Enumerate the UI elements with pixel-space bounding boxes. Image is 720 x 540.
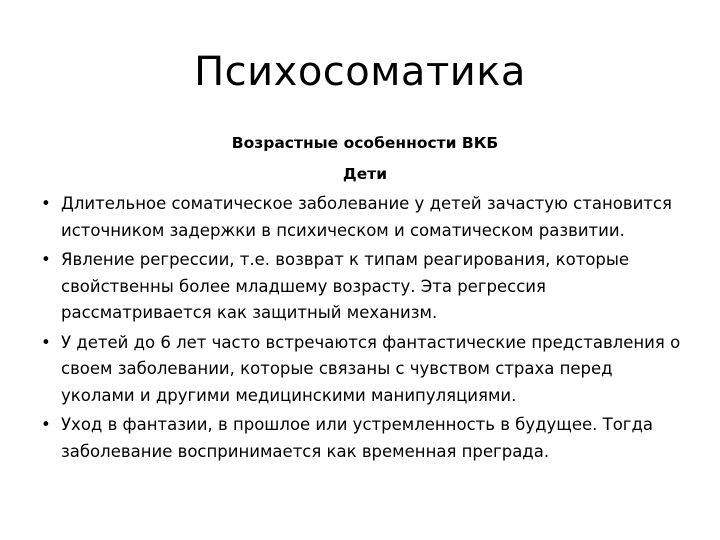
slide-content xyxy=(40,130,690,468)
bullet-icon: • xyxy=(41,415,51,434)
group-label: Дети xyxy=(342,164,388,183)
bullet-icon: • xyxy=(41,250,51,269)
bullet-item xyxy=(40,191,690,244)
bullet-icon: • xyxy=(41,194,51,213)
bullet-text: Явление регрессии, т.е. возврат к типам реагирования, которые свойственны более младшему возрасту. Эта регрессия рассматривается как защитный механизм. xyxy=(61,250,630,322)
subheading: Возрастные особенности ВКБ xyxy=(231,134,499,152)
bullet-text: Уход в фантазии, в прошлое или устремленность в будущее. Тогда заболевание воспринимается как временная преграда. xyxy=(61,415,653,461)
bullet-item xyxy=(40,412,690,465)
bullet-item xyxy=(40,247,690,327)
bullet-text: У детей до 6 лет часто встречаются фантастические представления о своем заболевании, которые связаны с чувством страха перед уколами и другими медицинскими манипуляциями. xyxy=(61,332,681,405)
bullet-item xyxy=(40,330,690,410)
bullet-icon: • xyxy=(41,332,51,352)
bullet-list xyxy=(40,191,690,465)
bullet-text: Длительное соматическое заболевание у детей зачастую становится источником задержки в психическом и соматическом развитии. xyxy=(61,194,672,240)
slide-title: Психосоматика xyxy=(194,49,526,95)
